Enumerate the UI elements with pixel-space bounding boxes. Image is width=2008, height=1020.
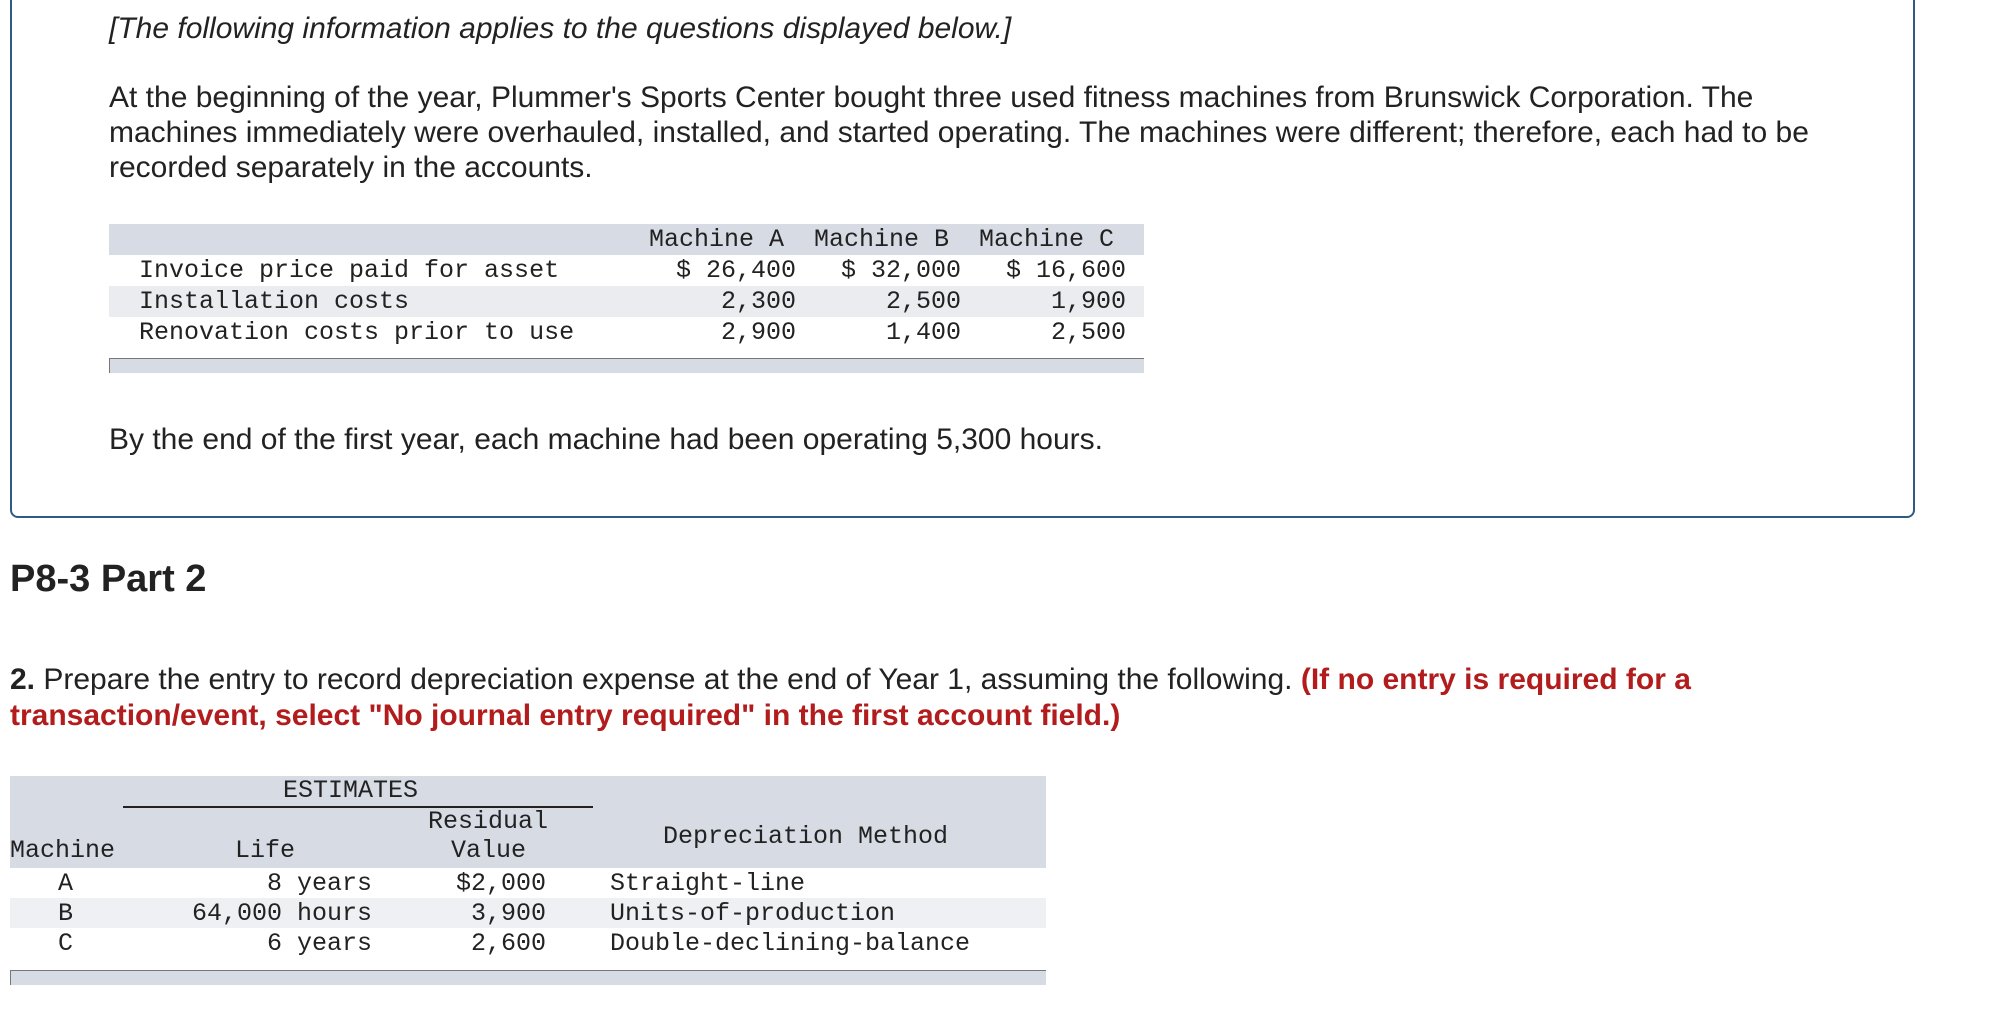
info-box [10,0,1915,518]
question-number: 2. [10,663,36,696]
table-footer-bar [109,358,1144,373]
header-machine-c: Machine C [979,225,1115,254]
row-label: Invoice price paid for asset [139,256,560,285]
cell-residual: 3,900 [470,899,546,928]
row-label: Installation costs [139,287,410,316]
cell-machine-b: 1,400 [885,318,961,347]
part-title: P8-3 Part 2 [10,558,207,600]
cell-life: 6 years [266,929,372,958]
cell-machine-c: $ 16,600 [1005,256,1126,285]
cell-method: Double-declining-balance [610,929,971,958]
table-footer-bar [10,970,1046,985]
table-row [109,255,1144,286]
cell-machine-a: 2,300 [720,287,796,316]
table-header [10,776,1046,868]
cell-machine-b: 2,500 [885,287,961,316]
header-machine-b: Machine B [814,225,950,254]
cell-life: 64,000 hours [191,899,372,928]
header-machine-a: Machine A [649,225,785,254]
row-label: Renovation costs prior to use [139,318,575,347]
cell-machine-a: 2,900 [720,318,796,347]
cell-life: 8 years [266,869,372,898]
header-residual: Residual [428,807,549,836]
question-prompt [10,662,1840,734]
cell-machine-c: 2,500 [1050,318,1126,347]
header-machine: Machine [10,836,116,865]
cell-machine: C [58,929,74,958]
table-row [10,898,1046,928]
table-row [10,868,1046,898]
cell-machine: B [58,899,74,928]
cell-machine-b: $ 32,000 [840,256,961,285]
table-header-row [109,224,1144,255]
question-instruction: (If no entry is required for a transaction/event, select "No journal entry required" in the first account field.) [10,663,1691,732]
cell-machine: A [58,869,74,898]
table-row [10,928,1046,958]
cell-residual: $2,000 [455,869,546,898]
header-depreciation-method: Depreciation Method [663,822,949,851]
table-row [109,317,1144,348]
header-life: Life [235,836,296,865]
cell-machine-a: $ 26,400 [675,256,796,285]
cell-machine-c: 1,900 [1050,287,1126,316]
intro-note: [The following information applies to the questions displayed below.] [109,12,1012,45]
estimates-table [10,776,1046,985]
estimates-group-header: ESTIMATES [283,776,419,805]
machine-cost-table [109,224,1144,373]
cell-method: Straight-line [610,869,806,898]
cell-residual: 2,600 [470,929,546,958]
operating-hours-note: By the end of the first year, each machine had been operating 5,300 hours. [109,423,1103,456]
question-text: Prepare the entry to record depreciation expense at the end of Year 1, assuming the following. [35,663,1301,696]
scenario-paragraph: At the beginning of the year, Plummer's Sports Center bought three used fitness machines from Brunswick Corporation. The machines immediately were overhauled, installed, and started operating. The machines were different; therefore, each had to be recorded separately in the accounts. [109,81,1809,184]
header-value: Value [451,836,527,865]
cell-method: Units-of-production [610,899,896,928]
table-row [109,286,1144,317]
